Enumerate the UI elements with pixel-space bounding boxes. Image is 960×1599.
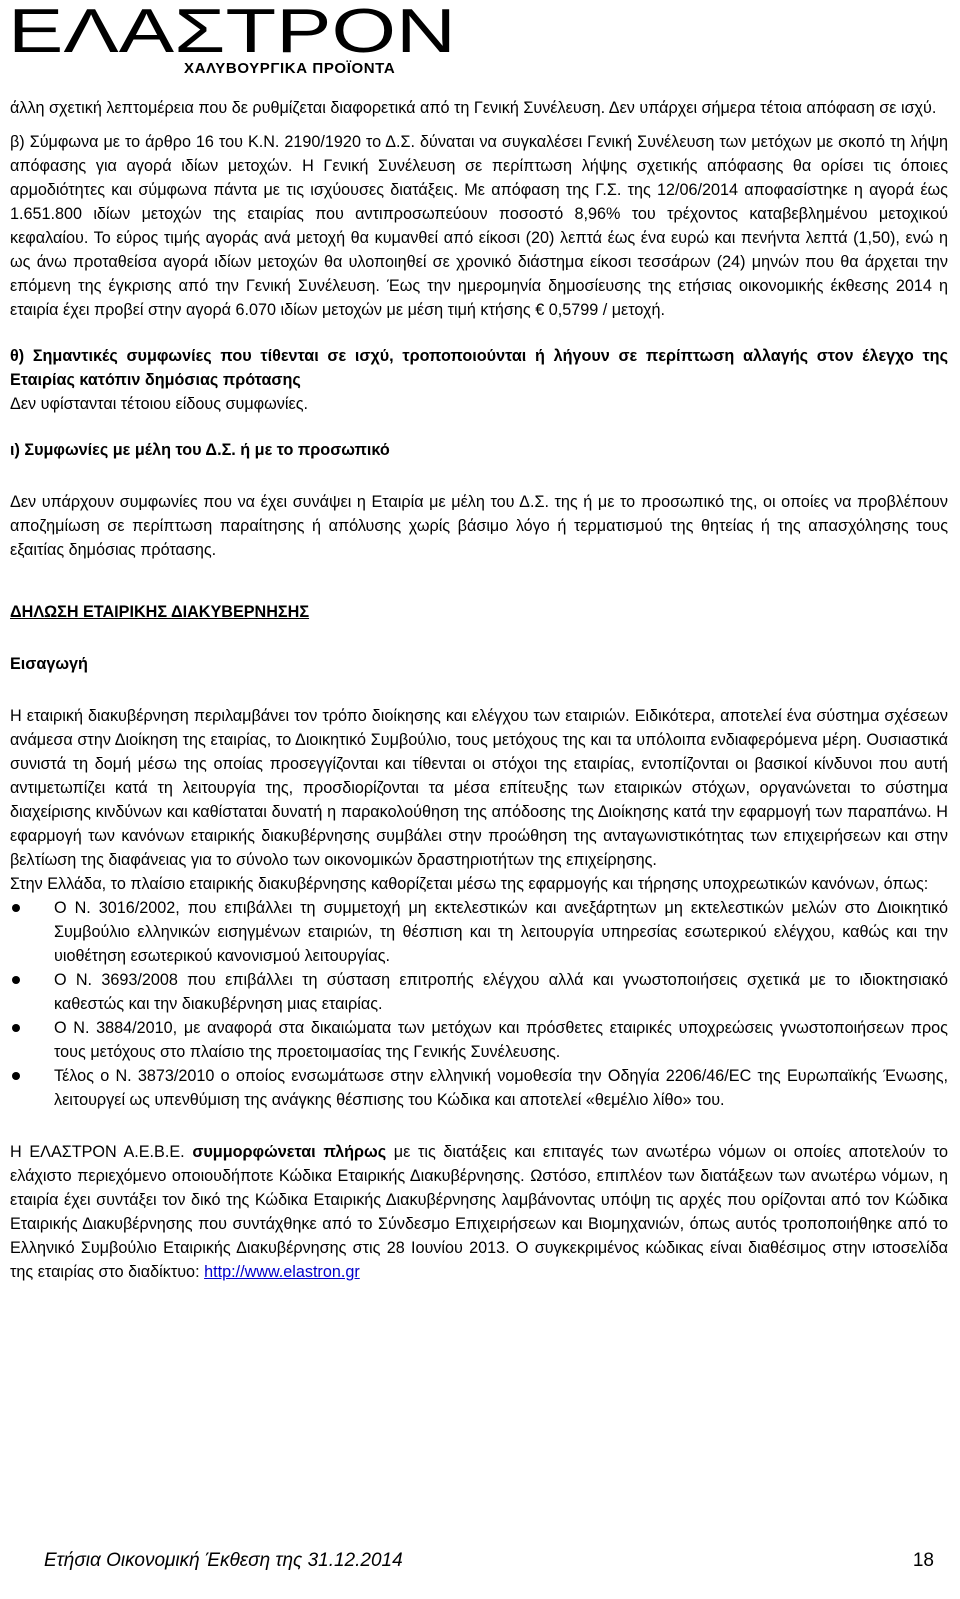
paragraph: άλλη σχετική λεπτομέρεια που δε ρυθμίζεται διαφορετικά από τη Γενική Συνέλευση. Δεν υπάρχει σήμερα τέτοια απόφαση σε ισχύ.	[10, 99, 937, 117]
list-item	[10, 1016, 948, 1064]
page-number: 18	[912, 1550, 934, 1571]
logo-wordmark	[8, 0, 468, 60]
company-logo	[8, 0, 468, 82]
intro-heading: Εισαγωγή	[10, 655, 88, 673]
list-item-text: Ο Ν. 3884/2010, με αναφορά στα δικαιώματα των μετόχων και πρόσθετες εταιρικές υποχρεώσεις γνωστοποιήσεων προς τους μετόχους στο πλαίσιο της προετοιμασίας της Γενικής Συνέλευσης.	[54, 1019, 948, 1061]
bullet-icon	[12, 976, 20, 984]
paragraph	[10, 1140, 948, 1284]
laws-list	[10, 896, 948, 1112]
bullet-icon	[12, 904, 20, 912]
paragraph: Η εταιρική διακυβέρνηση περιλαμβάνει τον τρόπο διοίκησης και ελέγχου των εταιριών. Ειδικότερα, αποτελεί ένα σύστημα σχέσεων ανάμεσα στην Διοίκηση της εταιρίας, το Διοικητικό Συμβούλιο, τους μετόχους της και τα υπόλοιπα ενδιαφερόμενα μέρη. Ουσιαστικά συνιστά τη δομή μέσω της οποίας προσεγγίζονται και τίθενται οι στόχοι της εταιρίας, εντοπίζονται οι βασικοί κίνδυνοι που αυτή αντιμετωπίζει κατά τη λειτουργία της, προσδιορίζονται τα μέσα επίτευξης των εταιρικών στόχων, οργανώνεται το σύστημα διαχείρισης κινδύνων και καθίσταται δυνατή η παρακολούθηση της απόδοσης της Διοίκησης κατά την εφαρμογή των παραπάνω. Η εφαρμογή των κανόνων εταιρικής διακυβέρνησης συμβάλει στην προώθηση της ανταγωνιστικότητας των επιχειρήσεων και στην βελτίωση της διαφάνειας για το σύνολο των οικονομικών δραστηριοτήτων της επιχείρησης.	[10, 707, 948, 869]
governance-heading: ΔΗΛΩΣΗ ΕΤΑΙΡΙΚΗΣ ΔΙΑΚΥΒΕΡΝΗΣΗΣ	[10, 603, 310, 621]
list-item-text: Τέλος ο Ν. 3873/2010 ο οποίος ενσωμάτωσε στην ελληνική νομοθεσία την Οδηγία 2206/46/ΕC της Ευρωπαϊκής Ένωσης, λειτουργεί ως υπενθύμιση της ανάγκης θέσπισης του Κώδικα και αποτελεί «θεμέλιο λίθο» του.	[54, 1067, 948, 1109]
paragraph: Δεν υφίστανται τέτοιου είδους συμφωνίες.	[10, 395, 309, 413]
final-paragraph-bold: συμμορφώνεται πλήρως	[192, 1143, 387, 1161]
bullet-icon	[12, 1072, 20, 1080]
list-item	[10, 968, 948, 1016]
section-heading: θ) Σημαντικές συμφωνίες που τίθενται σε ισχύ, τροποποιούνται ή λήγουν σε περίπτωση αλλαγής στον έλεγχο της Εταιρίας κατόπιν δημόσιας πρότασης	[10, 347, 948, 389]
paragraph: Δεν υπάρχουν συμφωνίες που να έχει συνάψει η Εταιρία με μέλη του Δ.Σ. της ή με το προσωπικό της, οι οποίες να προβλέπουν αποζημίωση σε περίπτωση παραίτησης ή απόλυσης χωρίς βάσιμο λόγο ή τερματισμού της θητείας ή της απασχόλησης τους εξαιτίας δημόσιας πρότασης.	[10, 493, 948, 559]
list-item-text: Ο Ν. 3693/2008 που επιβάλλει τη σύσταση επιτροπής ελέγχου αλλά και γνωστοποιήσεις σχετικά με το ιδιοκτησιακό καθεστώς και την διακυβέρνηση μιας εταιρίας.	[54, 971, 948, 1013]
logo-wordmark-text: ΕΛΑΣΤΡΟΝ	[8, 0, 456, 60]
paragraph: β) Σύμφωνα με το άρθρο 16 του Κ.Ν. 2190/1920 το Δ.Σ. δύναται να συγκαλέσει Γενική Συνέλευση των μετόχων με σκοπό τη λήψη απόφασης για αγορά ιδίων μετοχών. Η Γενική Συνέλευση σε περίπτωση λήψης σχετικής απόφασης θα ορίσει τις όποιες αρμοδιότητες και σύμφωνα πάντα με τις ισχύουσες διατάξεις. Με απόφαση της Γ.Σ. της 12/06/2014 αποφασίστηκε η αγορά έως 1.651.800 ιδίων μετοχών της εταιρίας που αντιπροσωπεύουν ποσοστό 8,96% του τρέχοντος καταβεβλημένου μετοχικού κεφαλαίου. Το εύρος τιμής αγοράς ανά μετοχή θα κυμανθεί από είκοσι (20) λεπτά έως ένα ευρώ και πενήντα λεπτά (1,50), ενώ η ως άνω προταθείσα αγορά ιδίων μετοχών θα υλοποιηθεί σε χρονικό διάστημα είκοσι τεσσάρων (24) μηνών που θα άρχεται την επόμενη της έγκρισης από την Γενική Συνέλευση. Έως την ημερομηνία δημοσίευσης της ετήσιας οικονομικής έκθεσης 2014 η εταιρία έχει προβεί στην αγορά 6.070 ιδίων μετοχών με μέση τιμή κτήσης € 0,5799 / μετοχή.	[10, 133, 948, 319]
bullet-icon	[12, 1024, 20, 1032]
final-paragraph-start: Η ΕΛΑΣΤΡΟΝ Α.Ε.Β.Ε.	[10, 1143, 185, 1161]
list-item	[10, 896, 948, 968]
final-paragraph-rest: με τις διατάξεις και επιταγές των ανωτέρω νόμων οι οποίες αποτελούν το ελάχιστο περιεχόμενο οποιουδήποτε Κώδικα Εταιρικής Διακυβέρνησης. Ωστόσο, επιπλέον των διατάξεων των ανωτέρω νόμων, η εταιρία έχει συντάξει τον δικό της Κώδικα Εταιρικής Διακυβέρνησης λαμβάνοντας υπόψη τις αρχές που ορίζονται από τον Κώδικα Εταιρικής Διακυβέρνησης που συντάχθηκε από το Σύνδεσμο Επιχειρήσεων και Βιομηχανιών, όπως αυτός τροποποιήθηκε από το Ελληνικό Συμβούλιο Εταιρικής Διακυβέρνησης στις 28 Ιουνίου 2013. Ο συγκεκριμένος κώδικας είναι διαθέσιμος στην ιστοσελίδα της εταιρίας στο διαδίκτυο:	[10, 1143, 949, 1281]
list-item-text: Ο Ν. 3016/2002, που επιβάλλει τη συμμετοχή μη εκτελεστικών και ανεξάρτητων μη εκτελεστικών μελών στο Διοικητικό Συμβούλιο ελληνικών εισηγμένων εταιριών, τη θέσπιση και τη λειτουργία υπηρεσίας εσωτερικού ελέγχου, καθώς και την υιοθέτηση εσωτερικού κανονισμού λειτουργίας.	[54, 899, 948, 965]
list-item	[10, 1064, 948, 1112]
paragraph: Στην Ελλάδα, το πλαίσιο εταιρικής διακυβέρνησης καθορίζεται μέσω της εφαρμογής και τήρησης υποχρεωτικών κανόνων, όπως:	[10, 875, 929, 893]
main-content	[10, 96, 948, 1284]
website-link[interactable]: http://www.elastron.gr	[204, 1263, 360, 1281]
page-footer	[44, 1550, 934, 1572]
section-heading: ι) Συμφωνίες με μέλη του Δ.Σ. ή με το προσωπικό	[10, 441, 390, 459]
footer-title: Ετήσια Οικονομική Έκθεση της 31.12.2014	[44, 1550, 403, 1571]
logo-subtitle: ΧΑΛΥΒΟΥΡΓΙΚΑ ΠΡΟΪΟΝΤΑ	[184, 60, 396, 77]
